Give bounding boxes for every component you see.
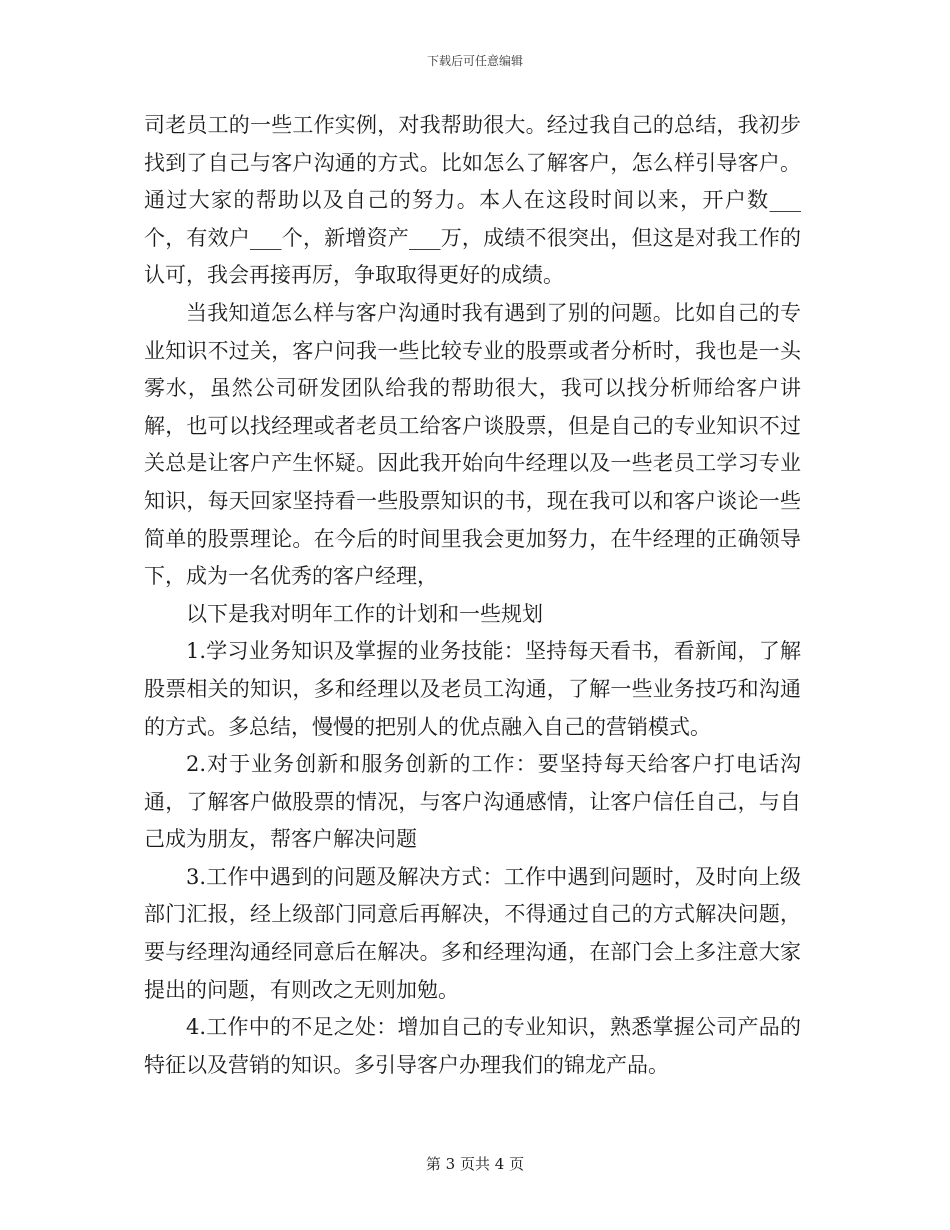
document-body bbox=[144, 107, 801, 1084]
list-item-3: 3.工作中遇到的问题及解决方式：工作中遇到问题时，及时向上级部门汇报，经上级部门同意后再解决，不得通过自己的方式解决问题，要与经理沟通经同意后在解决。多和经理沟通，在部门会上多注意大家提出的问题，有则改之无则加勉。 bbox=[144, 864, 801, 1002]
list-item-2: 2.对于业务创新和服务创新的工作：要坚持每天给客户打电话沟通，了解客户做股票的情况，与客户沟通感情，让客户信任自己，与自己成为朋友，帮客户解决问题 bbox=[144, 752, 801, 852]
list-item-4: 4.工作中的不足之处：增加自己的专业知识，熟悉掌握公司产品的特征以及营销的知识。多引导客户办理我们的锦龙产品。 bbox=[144, 1015, 801, 1077]
page-footer: 第 3 页共 4 页 bbox=[425, 1155, 525, 1173]
page-header: 下载后可任意编辑 bbox=[426, 54, 523, 68]
paragraph-problems: 当我知道怎么样与客户沟通时我有遇到了别的问题。比如自己的专业知识不过关，客户问我一些比较专业的股票或者分析时，我也是一头雾水，虽然公司研发团队给我的帮助很大，我可以找分析师给客户讲解，也可以找经理或者老员工给客户谈股票，但是自己的专业知识不过关总是让客户产生怀疑。因此我开始向牛经理以及一些老员工学习专业知识，每天回家坚持看一些股票知识的书，现在我可以和客户谈论一些简单的股票理论。在今后的时间里我会更加努力，在牛经理的正确领导下，成为一名优秀的客户经理， bbox=[144, 300, 801, 589]
paragraph-continuation: 司老员工的一些工作实例，对我帮助很大。经过我自己的总结，我初步找到了自己与客户沟通的方式。比如怎么了解客户，怎么样引导客户。通过大家的帮助以及自己的努力。本人在这段时间以来，开户数___个，有效户___个，新增资产___万，成绩不很突出，但这是对我工作的认可，我会再接再厉，争取取得更好的成绩。 bbox=[144, 113, 801, 288]
paragraph-plan-intro: 以下是我对明年工作的计划和一些规划 bbox=[186, 601, 543, 626]
list-item-1: 1.学习业务知识及掌握的业务技能：坚持每天看书，看新闻，了解股票相关的知识，多和经理以及老员工沟通，了解一些业务技巧和沟通的方式。多总结，慢慢的把别人的优点融入自己的营销模式。 bbox=[144, 639, 801, 739]
